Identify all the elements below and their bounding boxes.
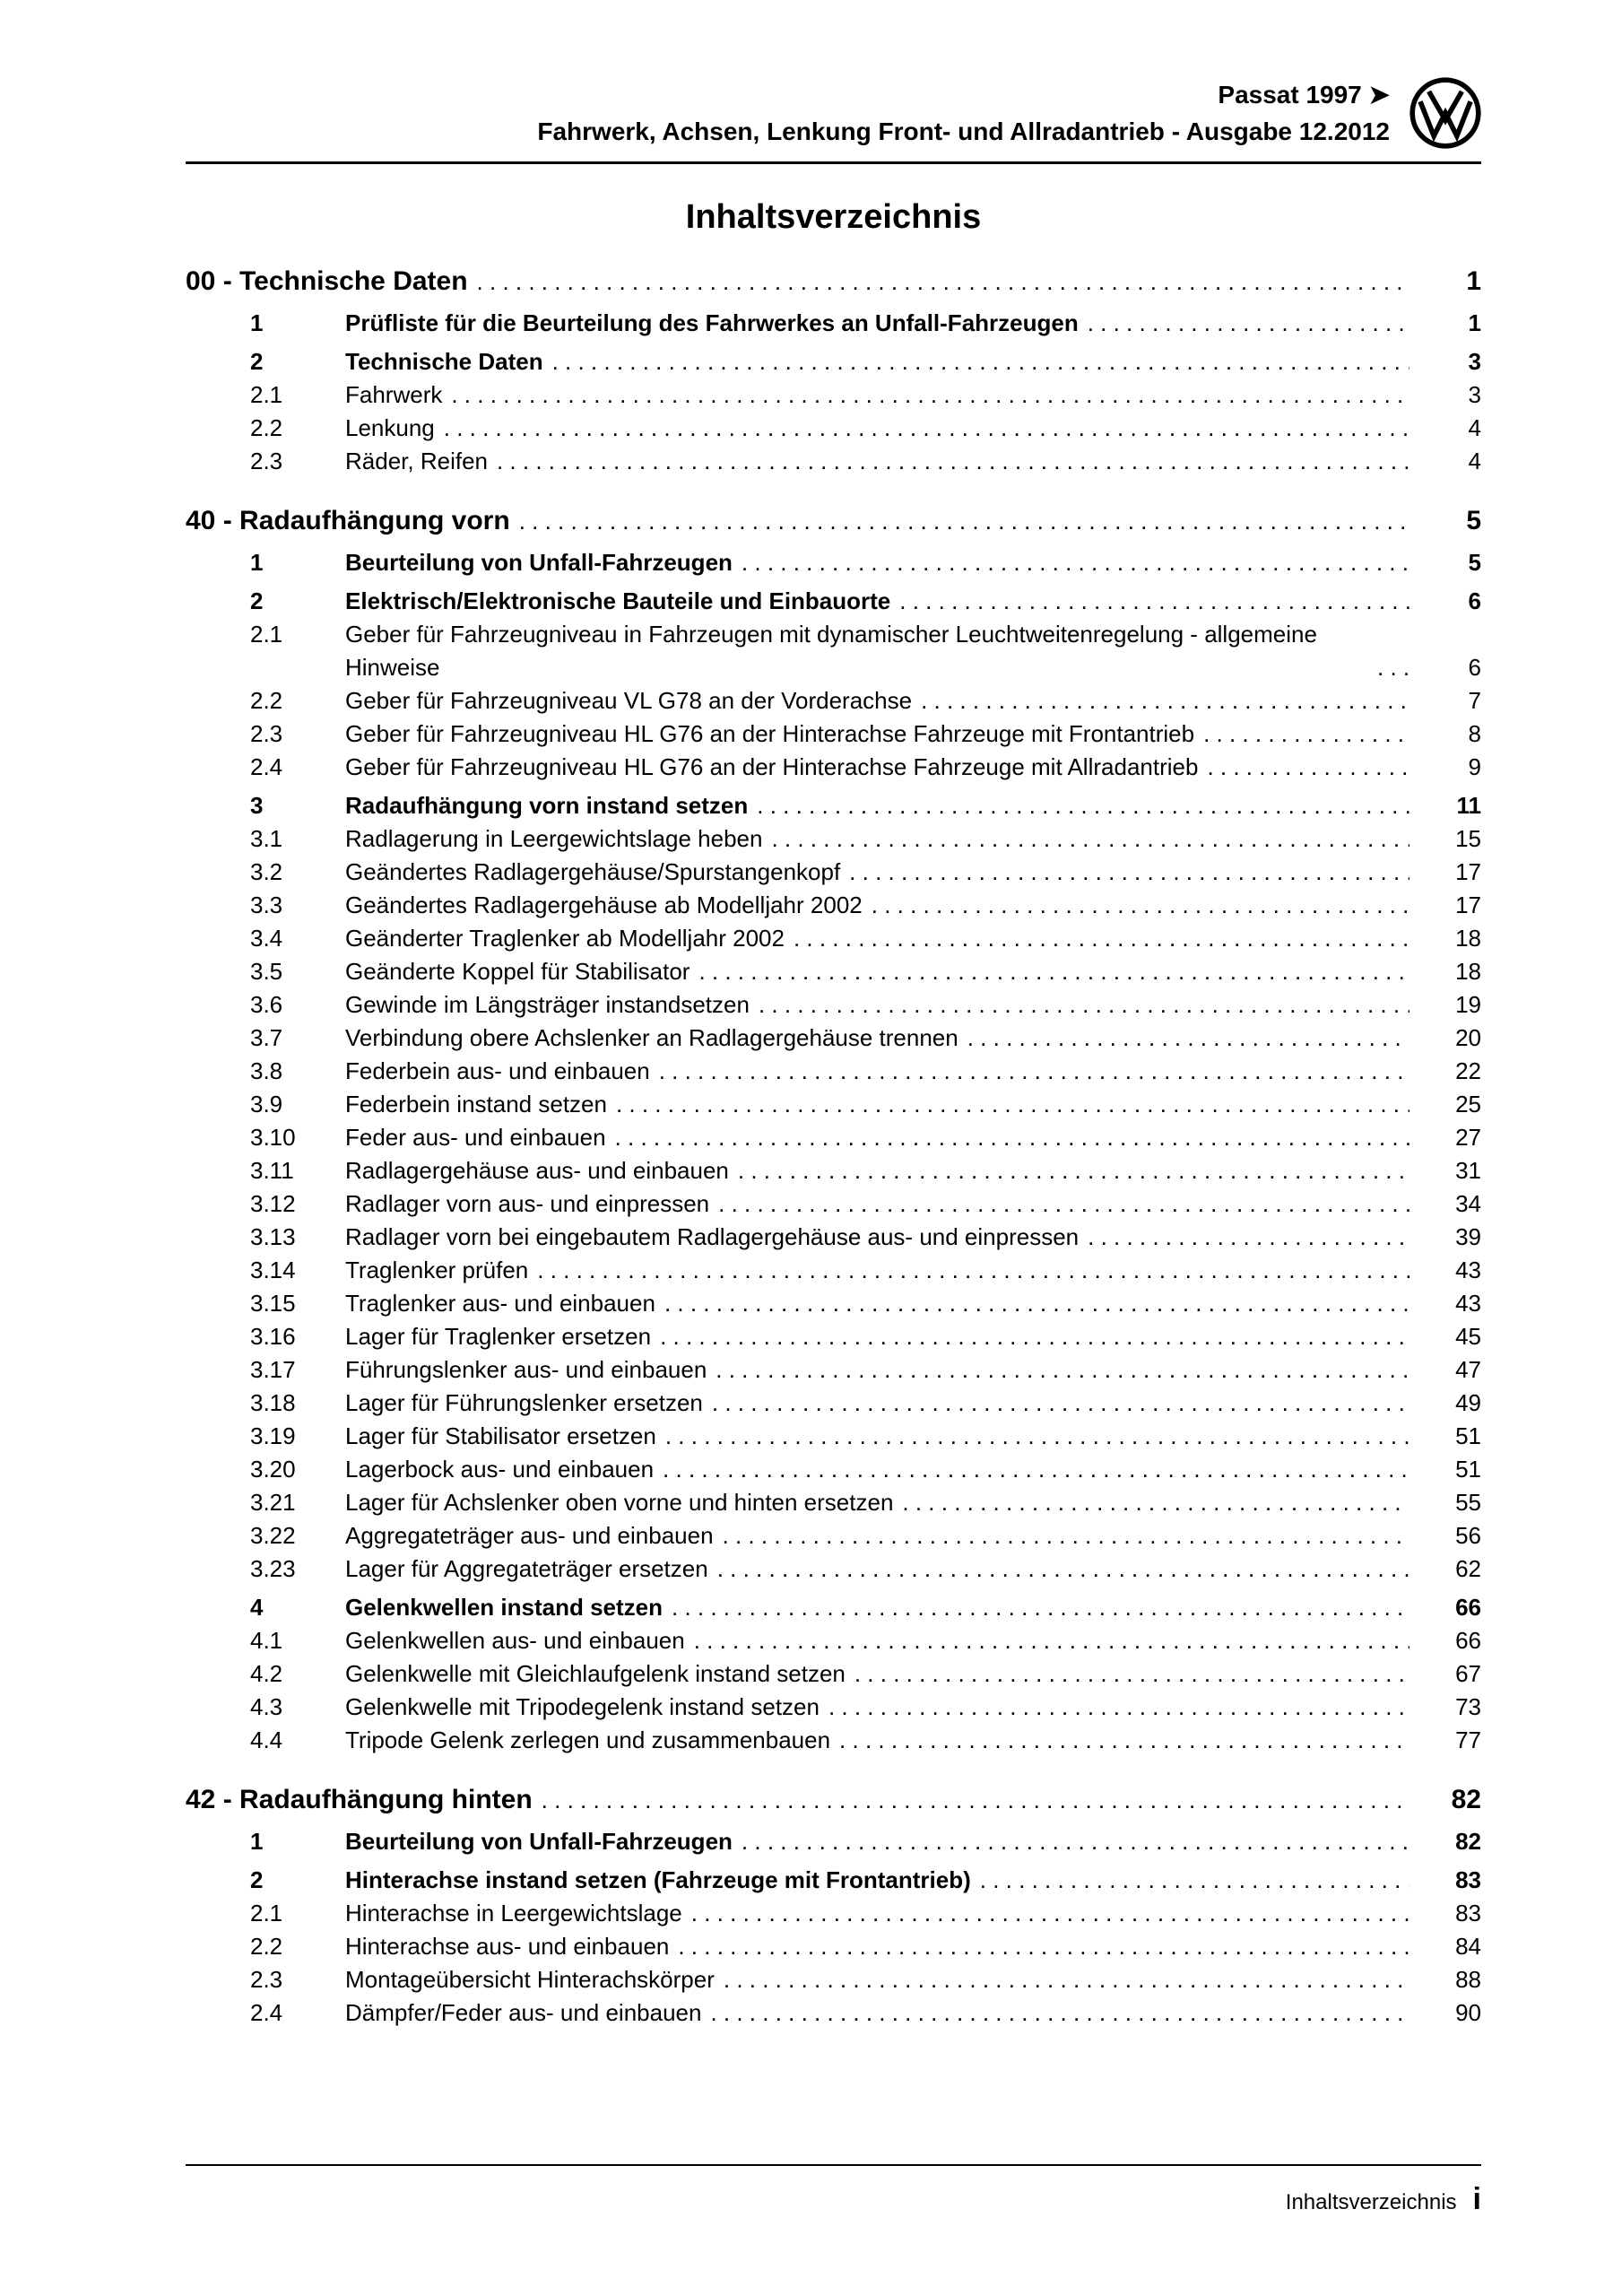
toc-entry-title: Gelenkwelle mit Tripodegelenk instand setzen: [345, 1693, 820, 1720]
toc-entry-title: Elektrisch/Elektronische Bauteile und Einbauorte: [345, 587, 891, 614]
toc-entry-title: Hinterachse instand setzen (Fahrzeuge mit Frontantrieb): [345, 1866, 971, 1893]
dot-leader: [902, 1486, 1409, 1519]
toc-entry-title: Gelenkwellen aus- und einbauen: [345, 1627, 685, 1654]
toc-entry-page: 83: [1455, 1900, 1481, 1926]
toc-entry[interactable]: [186, 1864, 1481, 1897]
dot-leader: [718, 1187, 1409, 1221]
toc-entry-title: Beurteilung von Unfall-Fahrzeugen: [345, 549, 733, 576]
toc-entry[interactable]: [186, 1187, 1481, 1221]
toc-entry-number: 3: [250, 792, 264, 819]
toc-entry-title: Verbindung obere Achslenker an Radlagergehäuse trennen: [345, 1024, 958, 1051]
toc-entry-title: Geber für Fahrzeugniveau in Fahrzeugen mit dynamischer Leuchtweitenregelung - allgemeine Hinweise: [345, 621, 1317, 681]
toc-entry[interactable]: [186, 585, 1481, 618]
dot-leader: [552, 345, 1409, 378]
toc-entry-title: Geändertes Radlagergehäuse ab Modelljahr 2002: [345, 891, 863, 918]
dot-leader: [980, 1864, 1409, 1897]
toc-entry-page: 3: [1468, 348, 1481, 375]
toc-entry-number: 3.15: [250, 1290, 296, 1317]
toc-entry[interactable]: [186, 922, 1481, 955]
toc-entry-title: Gelenkwellen instand setzen: [345, 1594, 663, 1621]
dot-leader: [899, 585, 1409, 618]
toc-entry[interactable]: [186, 889, 1481, 922]
toc-entry-number: 3.12: [250, 1190, 296, 1217]
toc-entry[interactable]: [186, 789, 1481, 822]
toc-entry-page: 43: [1455, 1257, 1481, 1283]
toc-entry-page: 18: [1455, 925, 1481, 952]
toc-entry-page: 25: [1455, 1091, 1481, 1118]
page-footer: [186, 2164, 1481, 2217]
toc-entry-page: 73: [1455, 1693, 1481, 1720]
toc-entry-number: 3.3: [250, 891, 283, 918]
toc-section-entries: [186, 307, 1481, 478]
toc-entry-page: 43: [1455, 1290, 1481, 1317]
toc-entry-title: Geber für Fahrzeugniveau VL G78 an der Vorderachse: [345, 687, 913, 714]
toc-entry[interactable]: [186, 1287, 1481, 1320]
table-of-contents: [186, 262, 1481, 2030]
toc-entry-title: Federbein instand setzen: [345, 1091, 607, 1118]
toc-entry-page: 34: [1455, 1190, 1481, 1217]
toc-entry-title: Dämpfer/Feder aus- und einbauen: [345, 1999, 702, 2026]
toc-entry-number: 3.19: [250, 1422, 296, 1449]
dot-leader: [615, 1121, 1409, 1154]
toc-entry-title: Räder, Reifen: [345, 448, 488, 474]
toc-entry[interactable]: [186, 1320, 1481, 1353]
toc-entry-number: 1: [250, 1828, 264, 1855]
toc-entry-number: 3.21: [250, 1489, 296, 1516]
toc-entry-page: 19: [1455, 991, 1481, 1018]
dot-leader: [849, 856, 1409, 889]
toc-entry[interactable]: [186, 1624, 1481, 1657]
dot-leader: [794, 922, 1409, 955]
toc-entry-page: 9: [1468, 753, 1481, 780]
toc-entry-number: 1: [250, 549, 264, 576]
toc-entry-number: 3.18: [250, 1389, 296, 1416]
toc-entry[interactable]: [186, 1930, 1481, 1963]
dot-leader: [616, 1088, 1409, 1121]
toc-entry-number: 2.4: [250, 1999, 283, 2026]
toc-section-title: 40 - Radaufhängung vorn: [186, 506, 510, 535]
toc-entry-title: Aggregateträger aus- und einbauen: [345, 1522, 714, 1549]
toc-entry-number: 2.1: [250, 381, 283, 408]
dot-leader: [742, 546, 1409, 579]
dot-leader: [678, 1930, 1409, 1963]
dot-leader: [1377, 651, 1409, 684]
dot-leader: [1203, 718, 1409, 751]
toc-entry-number: 4: [250, 1594, 264, 1621]
toc-entry-title: Führungslenker aus- und einbauen: [345, 1356, 707, 1383]
dot-leader: [663, 1453, 1409, 1486]
toc-entry-title: Beurteilung von Unfall-Fahrzeugen: [345, 1828, 733, 1855]
dot-leader: [660, 1320, 1409, 1353]
toc-entry-title: Radlager vorn bei eingebautem Radlagergehäuse aus- und einpressen: [345, 1223, 1080, 1250]
toc-entry-page: 6: [1468, 587, 1481, 614]
dot-leader: [672, 1591, 1409, 1624]
toc-section-header[interactable]: [186, 1780, 1481, 1820]
toc-entry-title: Traglenker prüfen: [345, 1257, 529, 1283]
toc-entry[interactable]: [186, 1825, 1481, 1858]
toc-entry[interactable]: [186, 1387, 1481, 1420]
toc-entry-page: 51: [1455, 1422, 1481, 1449]
toc-entry[interactable]: [186, 751, 1481, 784]
toc-entry-page: 45: [1455, 1323, 1481, 1350]
toc-entry-page: 66: [1455, 1627, 1481, 1654]
toc-entry-title: Geändertes Radlagergehäuse/Spurstangenkopf: [345, 858, 841, 885]
toc-entry-number: 3.6: [250, 991, 283, 1018]
toc-entry-number: 2.1: [250, 621, 283, 648]
toc-entry-page: 55: [1455, 1489, 1481, 1516]
toc-entry-title: Traglenker aus- und einbauen: [345, 1290, 655, 1317]
toc-entry-title: Technische Daten: [345, 348, 543, 375]
dot-leader: [444, 412, 1409, 445]
toc-entry-page: 22: [1455, 1057, 1481, 1084]
dot-leader: [659, 1055, 1409, 1088]
toc-entry-number: 3.7: [250, 1024, 283, 1051]
toc-entry[interactable]: [186, 1486, 1481, 1519]
toc-entry-title: Federbein aus- und einbauen: [345, 1057, 650, 1084]
toc-entry[interactable]: [186, 1221, 1481, 1254]
dot-leader: [1207, 751, 1409, 784]
toc-entry[interactable]: [186, 955, 1481, 988]
footer-page-marker: i: [1472, 2182, 1481, 2216]
toc-section-title: 00 - Technische Daten: [186, 266, 468, 296]
dot-leader: [921, 684, 1409, 718]
toc-entry-page: 51: [1455, 1456, 1481, 1483]
toc-entry-number: 3.9: [250, 1091, 283, 1118]
toc-entry[interactable]: [186, 856, 1481, 889]
toc-entry-page: 39: [1455, 1223, 1481, 1250]
toc-entry[interactable]: [186, 1055, 1481, 1088]
toc-section-title: 42 - Radaufhängung hinten: [186, 1785, 533, 1814]
toc-entry-page: 49: [1455, 1389, 1481, 1416]
vw-logo-icon: [1409, 77, 1481, 149]
toc-entry-number: 2.2: [250, 1933, 283, 1960]
toc-entry[interactable]: [186, 988, 1481, 1022]
toc-entry-number: 4.4: [250, 1726, 283, 1753]
toc-entry[interactable]: [186, 1591, 1481, 1624]
toc-entry-page: 5: [1468, 549, 1481, 576]
toc-entry-number: 2.2: [250, 687, 283, 714]
dot-leader: [665, 1420, 1409, 1453]
toc-entry-number: 2.4: [250, 753, 283, 780]
toc-entry-title: Hinterachse in Leergewichtslage: [345, 1900, 682, 1926]
toc-entry[interactable]: [186, 1552, 1481, 1586]
toc-entry-number: 2: [250, 348, 264, 375]
toc-entry-number: 3.20: [250, 1456, 296, 1483]
toc-entry[interactable]: [186, 412, 1481, 445]
toc-entry-title: Geänderter Traglenker ab Modelljahr 2002: [345, 925, 785, 952]
toc-entry-title: Lager für Traglenker ersetzen: [345, 1323, 652, 1350]
toc-entry-page: 11: [1456, 792, 1481, 819]
toc-entry[interactable]: [186, 1897, 1481, 1930]
toc-entry[interactable]: [186, 684, 1481, 718]
dot-leader: [967, 1022, 1409, 1055]
dot-leader: [717, 1552, 1409, 1586]
toc-entry-number: 3.8: [250, 1057, 283, 1084]
toc-entry-title: Lager für Stabilisator ersetzen: [345, 1422, 656, 1449]
toc-entry[interactable]: [186, 445, 1481, 478]
header-text: [537, 80, 1390, 146]
toc-entry-page: 20: [1455, 1024, 1481, 1051]
toc-entry-number: 3.22: [250, 1522, 296, 1549]
toc-section-entries: [186, 546, 1481, 1757]
dot-leader: [542, 1780, 1409, 1820]
header-subtitle: Fahrwerk, Achsen, Lenkung Front- und Allradantrieb - Ausgabe 12.2012: [537, 117, 1390, 145]
toc-entry-number: 3.11: [250, 1157, 294, 1184]
toc-entry-title: Radlagerung in Leergewichtslage heben: [345, 825, 763, 852]
toc-entry[interactable]: [186, 1691, 1481, 1724]
toc-entry-page: 27: [1455, 1124, 1481, 1151]
dot-leader: [451, 378, 1409, 412]
dot-leader: [723, 1519, 1409, 1552]
dot-leader: [694, 1624, 1409, 1657]
dot-leader: [839, 1724, 1409, 1757]
toc-section-page: 82: [1451, 1785, 1481, 1814]
toc-entry-page: 90: [1455, 1999, 1481, 2026]
toc-entry-page: 6: [1468, 654, 1481, 681]
toc-entry[interactable]: [186, 1453, 1481, 1486]
dot-leader: [710, 1996, 1409, 2030]
toc-entry-number: 1: [250, 309, 264, 336]
toc-entry-number: 3.23: [250, 1555, 296, 1582]
toc-entry[interactable]: [186, 1657, 1481, 1691]
toc-entry[interactable]: [186, 1353, 1481, 1387]
toc-section-header[interactable]: [186, 262, 1481, 301]
toc-entry-title: Gewinde im Längsträger instandsetzen: [345, 991, 750, 1018]
toc-entry-page: 17: [1455, 858, 1481, 885]
dot-leader: [691, 1897, 1409, 1930]
toc-entry[interactable]: [186, 1088, 1481, 1121]
toc-sections: [186, 262, 1481, 2030]
toc-entry-page: 82: [1455, 1828, 1481, 1855]
toc-entry[interactable]: [186, 1121, 1481, 1154]
toc-entry-page: 56: [1455, 1522, 1481, 1549]
toc-entry-page: 62: [1455, 1555, 1481, 1582]
dot-leader: [757, 789, 1409, 822]
toc-entry[interactable]: [186, 618, 1481, 684]
toc-entry-page: 31: [1455, 1157, 1481, 1184]
toc-entry-number: 2.3: [250, 448, 283, 474]
toc-entry-title: Lager für Achslenker oben vorne und hinten ersetzen: [345, 1489, 894, 1516]
toc-entry-number: 3.2: [250, 858, 283, 885]
toc-entry-number: 3.14: [250, 1257, 296, 1283]
toc-entry[interactable]: [186, 1519, 1481, 1552]
toc-entry-number: 3.1: [250, 825, 283, 852]
toc-entry-title: Montageübersicht Hinterachskörper: [345, 1966, 715, 1993]
toc-entry-title: Geber für Fahrzeugniveau HL G76 an der Hinterachse Fahrzeuge mit Frontantrieb: [345, 720, 1195, 747]
toc-entry-title: Prüfliste für die Beurteilung des Fahrwerkes an Unfall-Fahrzeugen: [345, 309, 1079, 336]
toc-entry[interactable]: [186, 378, 1481, 412]
toc-entry-page: 1: [1468, 309, 1481, 336]
toc-entry-page: 88: [1455, 1966, 1481, 1993]
toc-entry-page: 4: [1468, 448, 1481, 474]
toc-section: [186, 1780, 1481, 2030]
dot-leader: [519, 501, 1409, 541]
toc-entry-page: 18: [1455, 958, 1481, 985]
footer-text: [186, 2182, 1481, 2217]
dot-leader: [712, 1387, 1409, 1420]
toc-section-entries: [186, 1825, 1481, 2030]
toc-entry-title: Feder aus- und einbauen: [345, 1124, 606, 1151]
dot-leader: [698, 955, 1409, 988]
toc-entry-number: 2: [250, 1866, 264, 1893]
toc-section-page: 1: [1466, 266, 1481, 296]
toc-entry-number: 3.10: [250, 1124, 296, 1151]
toc-section-header[interactable]: [186, 501, 1481, 541]
toc-entry-page: 47: [1455, 1356, 1481, 1383]
dot-leader: [716, 1353, 1409, 1387]
dot-leader: [497, 445, 1409, 478]
toc-entry[interactable]: [186, 1420, 1481, 1453]
toc-entry-page: 3: [1468, 381, 1481, 408]
toc-entry-page: 17: [1455, 891, 1481, 918]
toc-entry-number: 4.3: [250, 1693, 283, 1720]
dot-leader: [759, 988, 1409, 1022]
dot-leader: [854, 1657, 1409, 1691]
toc-entry-page: 7: [1468, 687, 1481, 714]
toc-entry-page: 77: [1455, 1726, 1481, 1753]
toc-entry-number: 3.16: [250, 1323, 296, 1350]
toc-entry[interactable]: [186, 822, 1481, 856]
page-title: Inhaltsverzeichnis: [685, 198, 982, 236]
dot-leader: [872, 889, 1409, 922]
toc-entry-title: Tripode Gelenk zerlegen und zusammenbauen: [345, 1726, 831, 1753]
toc-entry[interactable]: [186, 718, 1481, 751]
toc-entry-title: Lager für Führungslenker ersetzen: [345, 1389, 703, 1416]
toc-entry-page: 84: [1455, 1933, 1481, 1960]
toc-entry-number: 2.3: [250, 720, 283, 747]
dot-leader: [742, 1825, 1409, 1858]
toc-entry-page: 67: [1455, 1660, 1481, 1687]
header-model: Passat 1997 ➤: [1218, 81, 1390, 109]
dot-leader: [664, 1287, 1409, 1320]
toc-entry-number: 3.17: [250, 1356, 296, 1383]
toc-entry-title: Radlagergehäuse aus- und einbauen: [345, 1157, 729, 1184]
toc-entry[interactable]: [186, 1996, 1481, 2030]
toc-entry[interactable]: [186, 307, 1481, 340]
page-header: [186, 77, 1481, 149]
toc-entry-page: 66: [1455, 1594, 1481, 1621]
footer-rule: [186, 2164, 1481, 2166]
toc-entry-page: 4: [1468, 414, 1481, 441]
dot-leader: [477, 262, 1409, 301]
toc-entry-number: 2.1: [250, 1900, 283, 1926]
header-rule: [186, 161, 1481, 164]
dot-leader: [738, 1154, 1409, 1187]
dot-leader: [1088, 307, 1409, 340]
dot-leader: [537, 1254, 1409, 1287]
toc-section: [186, 501, 1481, 1757]
toc-entry-title: Radlager vorn aus- und einpressen: [345, 1190, 710, 1217]
toc-section-page: 5: [1466, 506, 1481, 535]
toc-entry-title: Gelenkwelle mit Gleichlaufgelenk instand setzen: [345, 1660, 846, 1687]
toc-entry-number: 3.13: [250, 1223, 296, 1250]
toc-entry-title: Hinterachse aus- und einbauen: [345, 1933, 670, 1960]
toc-entry-title: Lager für Aggregateträger ersetzen: [345, 1555, 708, 1582]
dot-leader: [724, 1963, 1409, 1996]
toc-entry-title: Radaufhängung vorn instand setzen: [345, 792, 749, 819]
toc-entry-title: Geber für Fahrzeugniveau HL G76 an der Hinterachse Fahrzeuge mit Allradantrieb: [345, 753, 1199, 780]
toc-entry[interactable]: [186, 1254, 1481, 1287]
toc-entry-number: 4.1: [250, 1627, 283, 1654]
dot-leader: [1088, 1221, 1409, 1254]
toc-entry-title: Lagerbock aus- und einbauen: [345, 1456, 655, 1483]
dot-leader: [828, 1691, 1409, 1724]
toc-entry-number: 4.2: [250, 1660, 283, 1687]
toc-entry-number: 2.3: [250, 1966, 283, 1993]
toc-entry[interactable]: [186, 1963, 1481, 1996]
toc-entry[interactable]: [186, 345, 1481, 378]
dot-leader: [771, 822, 1409, 856]
toc-entry-page: 15: [1455, 825, 1481, 852]
footer-label: Inhaltsverzeichnis: [1285, 2190, 1457, 2214]
toc-entry-number: 2: [250, 587, 264, 614]
toc-entry-title: Lenkung: [345, 414, 435, 441]
toc-entry-number: 3.5: [250, 958, 283, 985]
toc-section: [186, 262, 1481, 478]
toc-entry-number: 3.4: [250, 925, 283, 952]
toc-entry[interactable]: [186, 1154, 1481, 1187]
toc-entry-title: Geänderte Koppel für Stabilisator: [345, 958, 690, 985]
toc-entry[interactable]: [186, 1724, 1481, 1757]
toc-entry-number: 2.2: [250, 414, 283, 441]
toc-entry-page: 8: [1468, 720, 1481, 747]
toc-entry[interactable]: [186, 1022, 1481, 1055]
toc-entry-title: Fahrwerk: [345, 381, 443, 408]
toc-entry-page: 83: [1455, 1866, 1481, 1893]
toc-entry[interactable]: [186, 546, 1481, 579]
